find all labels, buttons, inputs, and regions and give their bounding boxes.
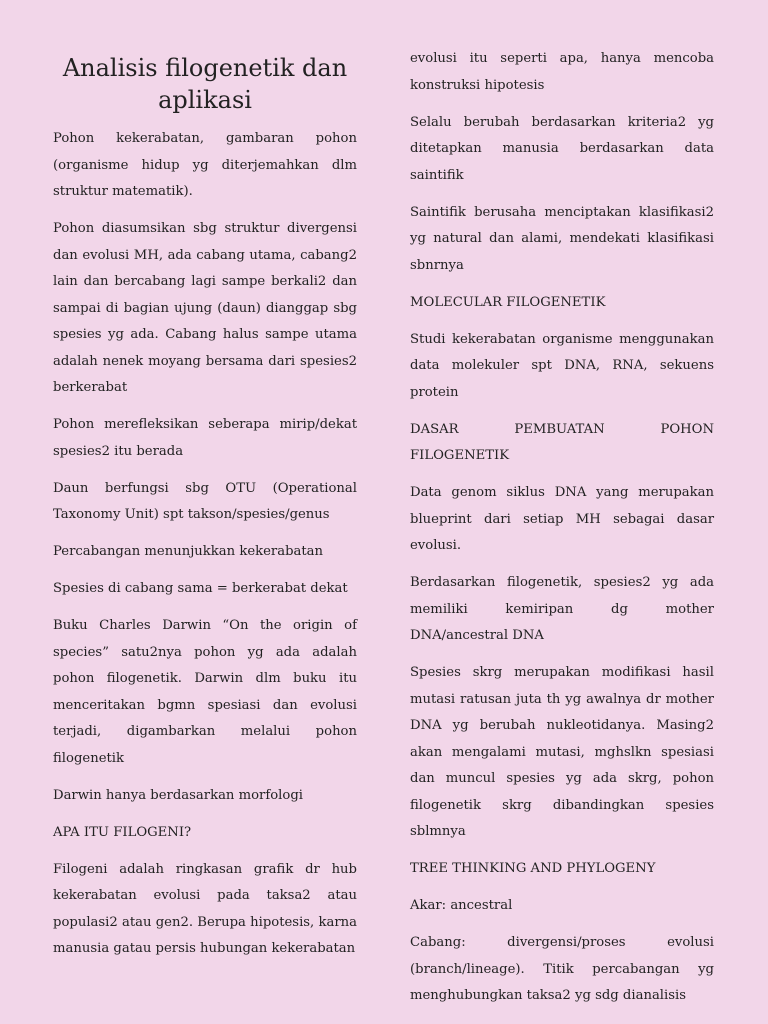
document-title: Analisis filogenetik dan aplikasi bbox=[62, 54, 348, 114]
right-column bbox=[410, 0, 714, 1020]
section-heading: APA ITU FILOGENI? bbox=[53, 824, 192, 840]
paragraph: Pohon kekerabatan, gambaran pohon (organisme hidup yg diterjemahkan dlm struktur matematik). bbox=[53, 131, 357, 199]
paragraph: Filogeni adalah ringkasan grafik dr hub kekerabatan evolusi pada taksa2 atau populasi2 atau gen2. Berupa hipotesis, karna manusia gatau persis hubungan kekerabatan bbox=[53, 861, 357, 956]
paragraph: evolusi itu seperti apa, hanya mencoba konstruksi hipotesis bbox=[410, 51, 714, 93]
paragraph: Pohon diasumsikan sbg struktur divergensi dan evolusi MH, ada cabang utama, cabang2 lain dan bercabang lagi sampe berkali2 dan sampai di bagian ujung (daun) dianggap sbg spesies yg ada. Cabang halus sampe utama adalah nenek moyang bersama dari spesies2 berkerabat bbox=[53, 221, 357, 395]
paragraph: Spesies di cabang sama = berkerabat dekat bbox=[53, 581, 348, 596]
paragraph: Data genom siklus DNA yang merupakan blueprint dari setiap MH sebagai dasar evolusi. bbox=[410, 485, 714, 553]
paragraph: Studi kekerabatan organisme menggunakan data molekuler spt DNA, RNA, sekuens protein bbox=[410, 331, 714, 400]
paragraph: Selalu berubah berdasarkan kriteria2 yg ditetapkan manusia berdasarkan data saintifik bbox=[410, 114, 714, 183]
paragraph: Spesies skrg merupakan modifikasi hasil mutasi ratusan juta th yg awalnya dr mother DNA yg berubah nukleotidanya. Masing2 akan mengalami mutasi, mghslkn spesiasi dan muncul spesies yg ada skrg, pohon filogenetik skrg dibandingkan spesies sblmnya bbox=[410, 665, 714, 839]
paragraph: Buku Charles Darwin “On the origin of species” satu2nya pohon yg ada adalah pohon filogenetik. Darwin dlm buku itu menceritakan bgmn spesiasi dan evolusi terjadi, digambarkan melalui pohon filogenetik bbox=[53, 618, 357, 766]
left-column bbox=[53, 0, 357, 973]
section-heading: MOLECULAR FILOGENETIK bbox=[410, 294, 606, 310]
paragraph: Pohon merefleksikan seberapa mirip/dekat spesies2 itu berada bbox=[53, 417, 357, 459]
paragraph: Akar: ancestral bbox=[410, 898, 513, 913]
paragraph: Darwin hanya berdasarkan morfologi bbox=[53, 787, 303, 803]
paragraph: Daun berfungsi sbg OTU (Operational Taxonomy Unit) spt takson/spesies/genus bbox=[53, 480, 357, 522]
section-heading: TREE THINKING AND PHYLOGENY bbox=[410, 861, 656, 876]
section-heading: DASAR PEMBUATAN POHON FILOGENETIK bbox=[410, 421, 714, 463]
paragraph: Saintifik berusaha menciptakan klasifikasi2 yg natural dan alami, mendekati klasifikasi sbnrnya bbox=[410, 204, 714, 273]
paragraph: Cabang: divergensi/proses evolusi (branch/lineage). Titik percabangan yg menghubungkan taksa2 yg sdg dianalisis bbox=[410, 935, 714, 1003]
paragraph: Percabangan menunjukkan kekerabatan bbox=[53, 544, 324, 559]
paragraph: Berdasarkan filogenetik, spesies2 yg ada memiliki kemiripan dg mother DNA/ancestral DNA bbox=[410, 575, 714, 643]
